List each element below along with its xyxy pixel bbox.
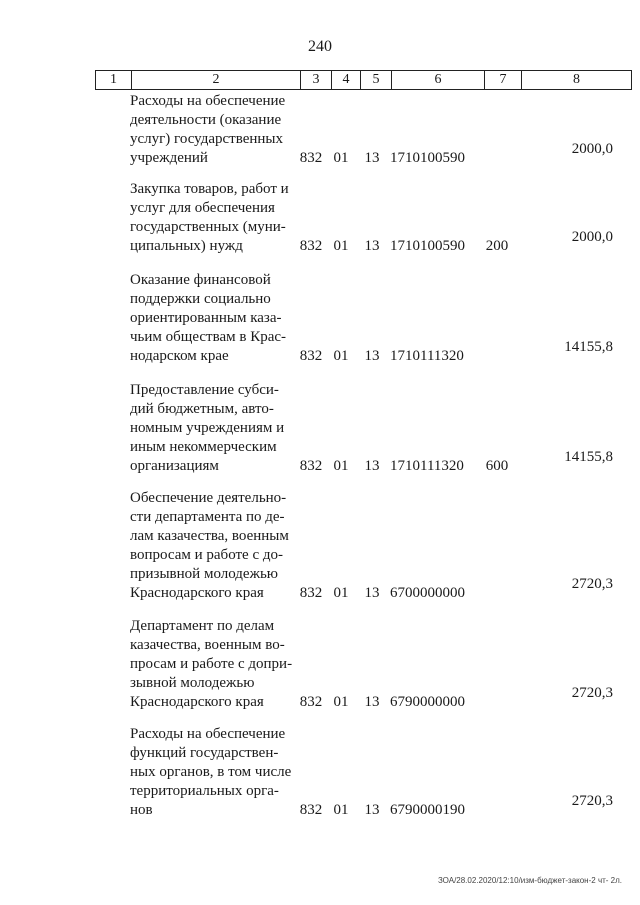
- description-line: ципальных) нужд: [130, 238, 243, 254]
- col-subsection: 13: [364, 585, 380, 601]
- col-target-article: 1710100590: [390, 150, 465, 166]
- col-section: 01: [333, 694, 349, 710]
- description-line: зывной молодежью: [130, 675, 255, 691]
- description-line: Предоставление субси-: [130, 382, 279, 398]
- col-amount: 2000,0: [571, 141, 613, 157]
- col-amount: 2720,3: [571, 685, 613, 701]
- table-header: [95, 70, 632, 90]
- row-description: [130, 489, 298, 603]
- col-amount: 2720,3: [571, 576, 613, 592]
- col-subsection: 13: [364, 348, 380, 364]
- row-description: [130, 381, 298, 476]
- row-description: [130, 180, 298, 256]
- col-section: 01: [333, 802, 349, 818]
- description-line: призывной молодежью: [130, 566, 278, 582]
- col-subsection: 13: [364, 150, 380, 166]
- description-line: ных органов, в том числе: [130, 764, 292, 780]
- description-line: иным некоммерческим: [130, 439, 277, 455]
- row-description: [130, 92, 298, 168]
- description-line: сти департамента по де-: [130, 509, 285, 525]
- footer-stamp: ЗОА/28.02.2020/12:10/изм-бюджет-закон-2 чт- 2л.: [437, 876, 622, 885]
- page-number: 240: [308, 38, 332, 55]
- col-subsection: 13: [364, 694, 380, 710]
- col-amount: 2720,3: [571, 793, 613, 809]
- description-line: услуг) государственных: [130, 131, 283, 147]
- col-amount: 14155,8: [564, 339, 613, 355]
- description-line: просам и работе с допри-: [130, 656, 293, 672]
- col-section: 01: [333, 150, 349, 166]
- header-col-7: 7: [485, 71, 522, 89]
- col-expense-type: 600: [485, 458, 509, 474]
- description-line: Расходы на обеспечение: [130, 93, 286, 109]
- header-col-6: 6: [392, 71, 485, 89]
- description-line: услуг для обеспечения: [130, 200, 275, 216]
- description-line: ориентированным каза-: [130, 310, 282, 326]
- col-subsection: 13: [364, 802, 380, 818]
- col-target-article: 6700000000: [390, 585, 465, 601]
- description-line: дий бюджетным, авто-: [130, 401, 274, 417]
- description-line: номным учреждениям и: [130, 420, 285, 436]
- header-col-2: 2: [132, 71, 301, 89]
- description-line: функций государствен-: [130, 745, 279, 761]
- description-line: организациям: [130, 458, 219, 474]
- header-col-1: 1: [96, 71, 132, 89]
- col-amount: 2000,0: [571, 229, 613, 245]
- description-line: учреждений: [130, 150, 208, 166]
- col-target-article: 6790000190: [390, 802, 465, 818]
- col-section: 01: [333, 585, 349, 601]
- col-expense-type: 200: [485, 238, 509, 254]
- col-subsection: 13: [364, 238, 380, 254]
- col-ved: 832: [299, 150, 323, 166]
- col-ved: 832: [299, 802, 323, 818]
- row-description: [130, 725, 298, 820]
- col-ved: 832: [299, 585, 323, 601]
- col-ved: 832: [299, 238, 323, 254]
- col-section: 01: [333, 458, 349, 474]
- col-target-article: 1710111320: [390, 348, 464, 364]
- description-line: Обеспечение деятельно-: [130, 490, 287, 506]
- col-section: 01: [333, 238, 349, 254]
- row-description: [130, 617, 298, 712]
- header-col-8: 8: [573, 72, 580, 87]
- description-line: лам казачества, военным: [130, 528, 289, 544]
- description-line: Краснодарского края: [130, 694, 264, 710]
- col-amount: 14155,8: [564, 449, 613, 465]
- description-line: деятельности (оказание: [130, 112, 282, 128]
- description-line: казачества, военным во-: [130, 637, 285, 653]
- col-section: 01: [333, 348, 349, 364]
- header-col-3: 3: [301, 71, 332, 89]
- col-target-article: 1710100590: [390, 238, 465, 254]
- col-ved: 832: [299, 348, 323, 364]
- description-line: вопросам и работе с до-: [130, 547, 283, 563]
- col-target-article: 6790000000: [390, 694, 465, 710]
- description-line: нодарском крае: [130, 348, 229, 364]
- description-line: Краснодарского края: [130, 585, 264, 601]
- description-line: нов: [130, 802, 153, 818]
- col-target-article: 1710111320: [390, 458, 464, 474]
- description-line: территориальных орга-: [130, 783, 279, 799]
- col-ved: 832: [299, 694, 323, 710]
- header-col-4: 4: [332, 71, 361, 89]
- description-line: Закупка товаров, работ и: [130, 181, 289, 197]
- description-line: государственных (муни-: [130, 219, 286, 235]
- col-subsection: 13: [364, 458, 380, 474]
- description-line: чьим обществам в Крас-: [130, 329, 287, 345]
- description-line: Расходы на обеспечение: [130, 726, 286, 742]
- description-line: Оказание финансовой: [130, 272, 271, 288]
- header-col-5: 5: [361, 71, 392, 89]
- col-ved: 832: [299, 458, 323, 474]
- description-line: Департамент по делам: [130, 618, 275, 634]
- description-line: поддержки социально: [130, 291, 271, 307]
- row-description: [130, 271, 298, 366]
